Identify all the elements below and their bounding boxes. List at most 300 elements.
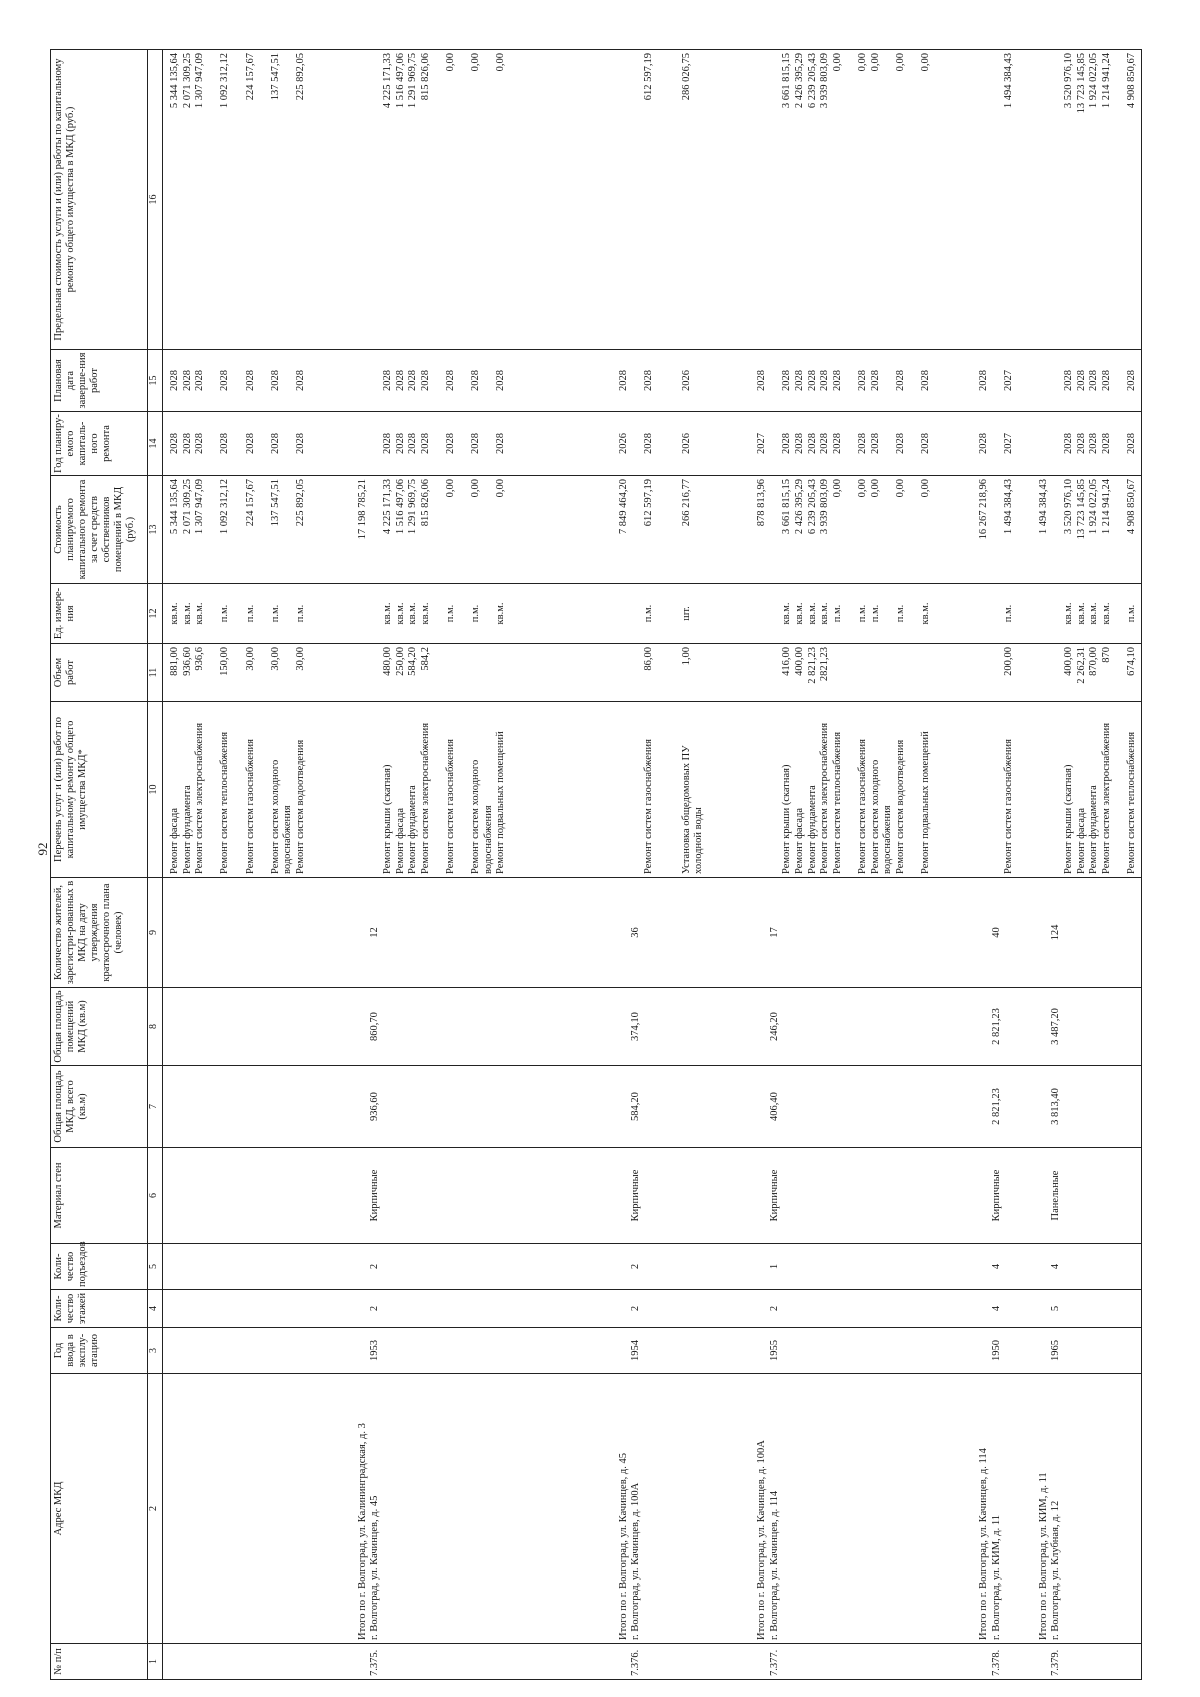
work-max-cost: 6 239 205,43 [806,53,818,109]
col-wall-material [163,1148,1142,1244]
work-max-cost: 0,00 [869,53,881,72]
col-year-built [163,1328,1142,1374]
row-entrances: 2 [630,1263,642,1270]
work-item: Установка общедомовых ПУ холодной воды [680,745,705,874]
work-completion-date: 2028 [470,370,482,391]
work-cost: 2 426 395,29 [793,479,805,535]
work-unit: кв.м. [819,602,831,625]
work-max-cost: 0,00 [856,53,868,72]
work-volume: 200,00 [1003,647,1015,676]
col-unit [163,584,1142,644]
work-volume: 584,20 [407,647,419,676]
work-unit: п.м. [1003,604,1015,623]
total-completion-date: 2028 [978,370,990,391]
work-repair-year: 2028 [419,433,431,454]
work-volume: 250,00 [394,647,406,676]
header-cell: Перечень услуг и (или) работ по капитальному ремонту общего имущества МКД* [51,702,148,878]
work-repair-year: 2028 [869,433,881,454]
work-cost: 13 723 145,85 [1075,479,1087,540]
row-total-area: 3 813,40 [1050,1088,1062,1125]
work-completion-date: 2028 [793,370,805,391]
table-body-row [163,50,1142,1680]
work-max-cost: 225 892,05 [295,53,306,101]
work-item: Ремонт систем газоснабжения [642,739,654,874]
work-cost: 1 516 497,06 [394,479,406,535]
work-volume: 416,00 [781,647,793,676]
work-unit: кв.м. [1063,602,1074,625]
column-number-cell: 5 [148,1244,163,1290]
total-repair-year: 2026 [617,433,629,454]
work-cost: 224 157,67 [244,479,256,527]
row-address: г. Волгоград, ул. КИМ, д. 11 [990,1515,1002,1640]
work-cost: 0,00 [495,479,507,498]
work-max-cost: 286 026,75 [680,53,692,101]
work-unit: кв.м. [169,602,180,625]
work-completion-date: 2028 [919,370,931,391]
total-label: Итого по г. Волгоград, ул. Качинцев, д. 114 [978,1448,990,1640]
work-max-cost: 0,00 [894,53,906,72]
work-repair-year: 2028 [470,433,482,454]
work-repair-year: 2028 [407,433,419,454]
row-total-area: 936,60 [369,1092,381,1121]
row-entrances: 4 [990,1263,1002,1270]
work-item: Ремонт фасада [1075,807,1087,874]
work-repair-year: 2028 [831,433,843,454]
work-max-cost: 5 344 135,64 [169,53,180,109]
work-item: Ремонт фундамента [1088,785,1100,874]
work-max-cost: 0,00 [919,53,931,72]
row-address: г. Волгоград, ул. Клубная, д. 12 [1050,1500,1062,1640]
work-completion-date: 2028 [819,370,831,391]
row-premises-area: 3 487,20 [1050,1008,1062,1045]
work-unit: шт. [680,606,692,621]
work-unit: кв.м. [1100,602,1112,625]
row-year-built: 1954 [630,1340,642,1361]
work-max-cost: 0,00 [470,53,482,72]
col-number [163,1644,1142,1680]
work-max-cost: 2 071 309,25 [181,53,193,109]
work-max-cost: 13 723 145,85 [1075,53,1087,114]
work-completion-date: 2028 [495,370,507,391]
work-unit: кв.м. [806,602,818,625]
col-cost [163,476,1142,584]
header-cell: Год планиру-емого капиталь-ного ремонта [51,412,148,476]
work-item: Ремонт систем водоотведения [295,739,306,874]
work-cost: 0,00 [470,479,482,498]
header-row [51,50,148,1680]
work-repair-year: 2028 [269,433,281,454]
work-unit: п.м. [856,604,868,623]
row-entrances: 4 [1050,1263,1062,1270]
work-max-cost: 2 426 395,29 [793,53,805,109]
column-number-cell: 12 [148,584,163,644]
work-completion-date: 2028 [1126,370,1137,391]
col-repair-year [163,412,1142,476]
work-item: Ремонт фундамента [407,785,419,874]
work-cost: 0,00 [856,479,868,498]
header-cell: Плановая дата заверше-ния работ [51,350,148,412]
work-max-cost: 1 494 384,43 [1003,53,1015,109]
work-max-cost: 1 214 941,24 [1100,53,1112,109]
column-number-cell: 13 [148,476,163,584]
work-unit: кв.м. [495,602,507,625]
work-repair-year: 2027 [1003,433,1015,454]
work-max-cost: 4 908 850,67 [1126,53,1137,109]
work-item: Ремонт фундамента [806,785,818,874]
work-volume: 86,00 [642,647,654,671]
column-number-cell: 11 [148,644,163,702]
work-max-cost: 1 307 947,09 [194,53,206,109]
work-volume: 936,60 [181,647,193,676]
work-max-cost: 3 939 803,09 [819,53,831,109]
header-cell: Общая площадь помещений МКД (кв.м) [51,988,148,1066]
total-repair-year: 2027 [756,433,768,454]
header-cell: № п/п [51,1644,148,1680]
work-unit: п.м. [244,604,256,623]
work-max-cost: 815 826,06 [419,53,431,101]
row-walls: Кирпичные [369,1169,381,1222]
work-repair-year: 2028 [856,433,868,454]
work-unit: кв.м. [407,602,419,625]
total-label: Итого по г. Волгоград, ул. Калининградская, д. 3 [356,1423,368,1640]
row-premises-area: 374,10 [630,1012,642,1041]
column-number-cell: 7 [148,1066,163,1148]
work-cost: 815 826,06 [419,479,431,527]
row-address: г. Волгоград, ул. Качинцев, д. 114 [768,1490,780,1640]
work-repair-year: 2028 [781,433,793,454]
work-repair-year: 2028 [1126,433,1137,454]
work-max-cost: 0,00 [445,53,457,72]
column-number-cell: 2 [148,1374,163,1644]
work-item: Ремонт фасада [169,807,180,874]
work-item: Ремонт крыши (скатная) [781,764,793,874]
work-completion-date: 2028 [295,370,306,391]
row-premises-area: 860,70 [369,1012,381,1041]
column-number-cell: 9 [148,878,163,988]
work-completion-date: 2028 [806,370,818,391]
work-max-cost: 1 291 969,75 [407,53,419,109]
row-walls: Панельные [1050,1170,1062,1221]
row-entrances: 1 [768,1263,780,1270]
work-cost: 3 520 976,10 [1063,479,1074,535]
work-item: Ремонт крыши (скатная) [1063,764,1074,874]
col-completion-date [163,350,1142,412]
work-volume: 870 [1100,647,1112,663]
row-total-area: 406,40 [768,1092,780,1121]
total-label: Итого по г. Волгоград, ул. КИМ, д. 11 [1037,1472,1049,1640]
work-unit: п.м. [269,604,281,623]
work-completion-date: 2028 [1100,370,1112,391]
work-completion-date: 2027 [1003,370,1015,391]
work-cost: 1 092 312,12 [219,479,231,535]
row-year-built: 1950 [990,1340,1002,1361]
row-premises-area: 246,20 [768,1012,780,1041]
work-repair-year: 2028 [806,433,818,454]
column-number-cell: 6 [148,1148,163,1244]
work-item: Ремонт фасада [394,807,406,874]
work-cost: 3 939 803,09 [819,479,831,535]
work-unit: кв.м. [181,602,193,625]
work-repair-year: 2026 [680,433,692,454]
row-year-built: 1955 [768,1340,780,1361]
work-unit: п.м. [295,604,306,623]
work-volume: 881,00 [169,647,180,676]
work-unit: кв.м. [793,602,805,625]
col-entrances [163,1244,1142,1290]
work-item: Ремонт систем теплоснабжения [1126,731,1137,874]
work-repair-year: 2028 [219,433,231,454]
header-cell: Коли-чество подъездов [51,1244,148,1290]
row-address: г. Волгоград, ул. Качинцев, д. 100А [630,1482,642,1640]
work-completion-date: 2028 [1075,370,1087,391]
work-max-cost: 4 225 171,33 [382,53,394,109]
work-cost: 4 908 850,67 [1126,479,1137,535]
work-completion-date: 2028 [169,370,180,391]
work-unit: п.м. [894,604,906,623]
work-max-cost: 612 597,19 [642,53,654,101]
col-premises-area [163,988,1142,1066]
work-repair-year: 2028 [642,433,654,454]
work-repair-year: 2028 [445,433,457,454]
work-item: Ремонт систем теплоснабжения [219,731,231,874]
work-cost: 137 547,51 [269,479,281,527]
work-item: Ремонт систем водоотведения [894,739,906,874]
work-repair-year: 2028 [819,433,831,454]
work-repair-year: 2028 [1088,433,1100,454]
col-floors [163,1290,1142,1328]
column-number-cell: 16 [148,50,163,350]
header-cell: Общая площадь МКД, всего (кв.м) [51,1066,148,1148]
row-floors: 2 [768,1305,780,1312]
work-repair-year: 2028 [194,433,206,454]
work-item: Ремонт систем теплоснабжения [831,731,843,874]
row-year-built: 1965 [1050,1340,1062,1361]
work-completion-date: 2028 [1088,370,1100,391]
row-residents: 12 [369,927,381,938]
column-number-cell: 8 [148,988,163,1066]
work-volume: 30,00 [244,647,256,671]
work-completion-date: 2028 [382,370,394,391]
work-unit: п.м. [869,604,881,623]
work-item: Ремонт систем газоснабжения [856,739,868,874]
total-sum: 1 494 384,43 [1037,479,1049,535]
rotated-table-sheet [50,50,1150,1680]
work-cost: 0,00 [445,479,457,498]
col-max-cost [163,50,1142,350]
work-completion-date: 2028 [244,370,256,391]
work-repair-year: 2028 [1100,433,1112,454]
work-volume: 400,00 [1063,647,1074,676]
work-item: Ремонт систем газоснабжения [445,739,457,874]
work-completion-date: 2028 [894,370,906,391]
work-volume: 30,00 [295,647,306,671]
work-repair-year: 2028 [169,433,180,454]
work-unit: п.м. [219,604,231,623]
work-item: Ремонт систем электроснабжения [819,722,831,874]
work-volume: 2 821,23 [806,647,818,684]
page-number: 92 [35,842,50,856]
header-cell: Предельная стоимость услуги и (или) работы по капитальному ремонту общего имущества в МКД (руб.) [51,50,148,350]
row-residents: 36 [630,927,642,938]
work-max-cost: 0,00 [831,53,843,72]
col-address [163,1374,1142,1644]
work-item: Ремонт систем газоснабжения [1003,739,1015,874]
header-cell: Стоимость планируемого капитального ремонта за счет средств собственников помещений в МКД (руб.) [51,476,148,584]
work-repair-year: 2028 [244,433,256,454]
row-number: 7.379. [1050,1649,1062,1676]
header-cell: Количество жителей, зарегистри-рованных в МКД на дату утверждения краткосрочного плана (человек) [51,878,148,988]
work-item: Ремонт подвальных помещений [495,731,507,874]
work-item: Ремонт систем холодного водоснабжения [869,759,894,874]
work-cost: 1 307 947,09 [194,479,206,535]
work-cost: 0,00 [919,479,931,498]
work-unit: п.м. [1126,604,1137,623]
work-cost: 0,00 [831,479,843,498]
work-repair-year: 2028 [394,433,406,454]
column-number-cell: 14 [148,412,163,476]
row-premises-area: 2 821,23 [990,1008,1002,1045]
work-unit: кв.м. [919,602,931,625]
work-completion-date: 2028 [445,370,457,391]
work-cost: 4 225 171,33 [382,479,394,535]
work-unit: п.м. [470,604,482,623]
work-completion-date: 2028 [831,370,843,391]
work-item: Ремонт систем холодного водоснабжения [269,759,294,874]
work-volume: 674,10 [1126,647,1137,676]
work-completion-date: 2028 [219,370,231,391]
column-number-cell: 4 [148,1290,163,1328]
work-completion-date: 2028 [394,370,406,391]
row-residents: 124 [1050,924,1062,941]
work-item: Ремонт фасада [793,807,805,874]
work-completion-date: 2028 [781,370,793,391]
header-cell: Коли-чество этажей [51,1290,148,1328]
work-cost: 1 494 384,43 [1003,479,1015,535]
work-item: Ремонт фундамента [181,785,193,874]
total-sum: 7 849 464,20 [617,479,629,535]
header-cell: Объем работ [51,644,148,702]
col-work-list [163,702,1142,878]
work-repair-year: 2028 [1075,433,1087,454]
work-max-cost: 3 520 976,10 [1063,53,1074,109]
row-residents: 40 [990,927,1002,938]
work-volume: 870,00 [1088,647,1100,676]
work-cost: 5 344 135,64 [169,479,180,535]
col-volume [163,644,1142,702]
work-repair-year: 2028 [1063,433,1074,454]
work-max-cost: 1 516 497,06 [394,53,406,109]
work-completion-date: 2028 [407,370,419,391]
row-floors: 2 [369,1305,381,1312]
work-volume: 584,2 [419,647,431,671]
header-cell: Год ввода в эксплу-атацию [51,1328,148,1374]
column-number-cell: 1 [148,1644,163,1680]
total-sum: 878 813,96 [756,479,768,527]
work-completion-date: 2028 [181,370,193,391]
work-cost: 6 239 205,43 [806,479,818,535]
work-unit: п.м. [831,604,843,623]
row-floors: 5 [1050,1305,1062,1312]
work-completion-date: 2028 [194,370,206,391]
work-unit: кв.м. [419,602,431,625]
work-volume: 480,00 [382,647,394,676]
work-volume: 2 262,31 [1075,647,1087,684]
work-repair-year: 2028 [382,433,394,454]
work-completion-date: 2028 [856,370,868,391]
row-walls: Кирпичные [630,1169,642,1222]
work-item: Ремонт систем газоснабжения [244,739,256,874]
total-label: Итого по г. Волгоград, ул. Качинцев, д. 45 [617,1452,629,1640]
header-cell: Материал стен [51,1148,148,1244]
header-cell: Адрес МКД [51,1374,148,1644]
work-completion-date: 2028 [419,370,431,391]
column-number-row [148,50,163,1680]
work-completion-date: 2028 [869,370,881,391]
work-item: Ремонт систем холодного водоснабжения [470,759,494,874]
row-floors: 4 [990,1305,1002,1312]
work-item: Ремонт подвальных помещений [919,731,931,874]
total-sum: 16 267 218,96 [978,479,990,540]
col-total-area [163,1066,1142,1148]
total-completion-date: 2028 [617,370,629,391]
col-residents [163,878,1142,988]
row-year-built: 1953 [369,1340,381,1361]
row-entrances: 2 [369,1263,381,1270]
work-repair-year: 2028 [919,433,931,454]
work-cost: 1 214 941,24 [1100,479,1112,535]
row-number: 7.378. [990,1649,1002,1676]
total-sum: 17 198 785,21 [356,479,368,540]
work-cost: 225 892,05 [295,479,306,527]
row-walls: Кирпичные [768,1169,780,1222]
work-cost: 0,00 [869,479,881,498]
work-unit: кв.м. [194,602,206,625]
row-total-area: 2 821,23 [990,1088,1002,1125]
total-repair-year: 2028 [978,433,990,454]
work-max-cost: 0,00 [495,53,507,72]
work-max-cost: 3 661 815,15 [781,53,793,109]
work-unit: кв.м. [394,602,406,625]
work-cost: 2 071 309,25 [181,479,193,535]
row-number: 7.376. [630,1649,642,1676]
work-max-cost: 1 092 312,12 [219,53,231,109]
work-volume: 1,00 [680,647,692,666]
work-volume: 936,6 [194,647,206,671]
work-completion-date: 2028 [642,370,654,391]
total-label: Итого по г. Волгоград, ул. Качинцев, д. 100А [756,1440,768,1640]
work-completion-date: 2028 [1063,370,1074,391]
work-unit: п.м. [642,604,654,623]
work-unit: кв.м. [1075,602,1087,625]
row-number: 7.377. [768,1649,780,1676]
work-volume: 2821,23 [819,647,831,682]
header-cell: Ед. измере-ния [51,584,148,644]
work-max-cost: 137 547,51 [269,53,281,101]
work-repair-year: 2028 [181,433,193,454]
work-completion-date: 2026 [680,370,692,391]
work-cost: 266 216,77 [680,479,692,527]
work-unit: п.м. [445,604,457,623]
work-cost: 612 597,19 [642,479,654,527]
work-completion-date: 2028 [269,370,281,391]
capital-repair-table [50,49,1142,1680]
work-repair-year: 2028 [894,433,906,454]
row-walls: Кирпичные [990,1169,1002,1222]
work-item: Ремонт систем электроснабжения [1100,722,1112,874]
column-number-cell: 10 [148,702,163,878]
work-cost: 3 661 815,15 [781,479,793,535]
row-number: 7.375. [369,1649,381,1676]
